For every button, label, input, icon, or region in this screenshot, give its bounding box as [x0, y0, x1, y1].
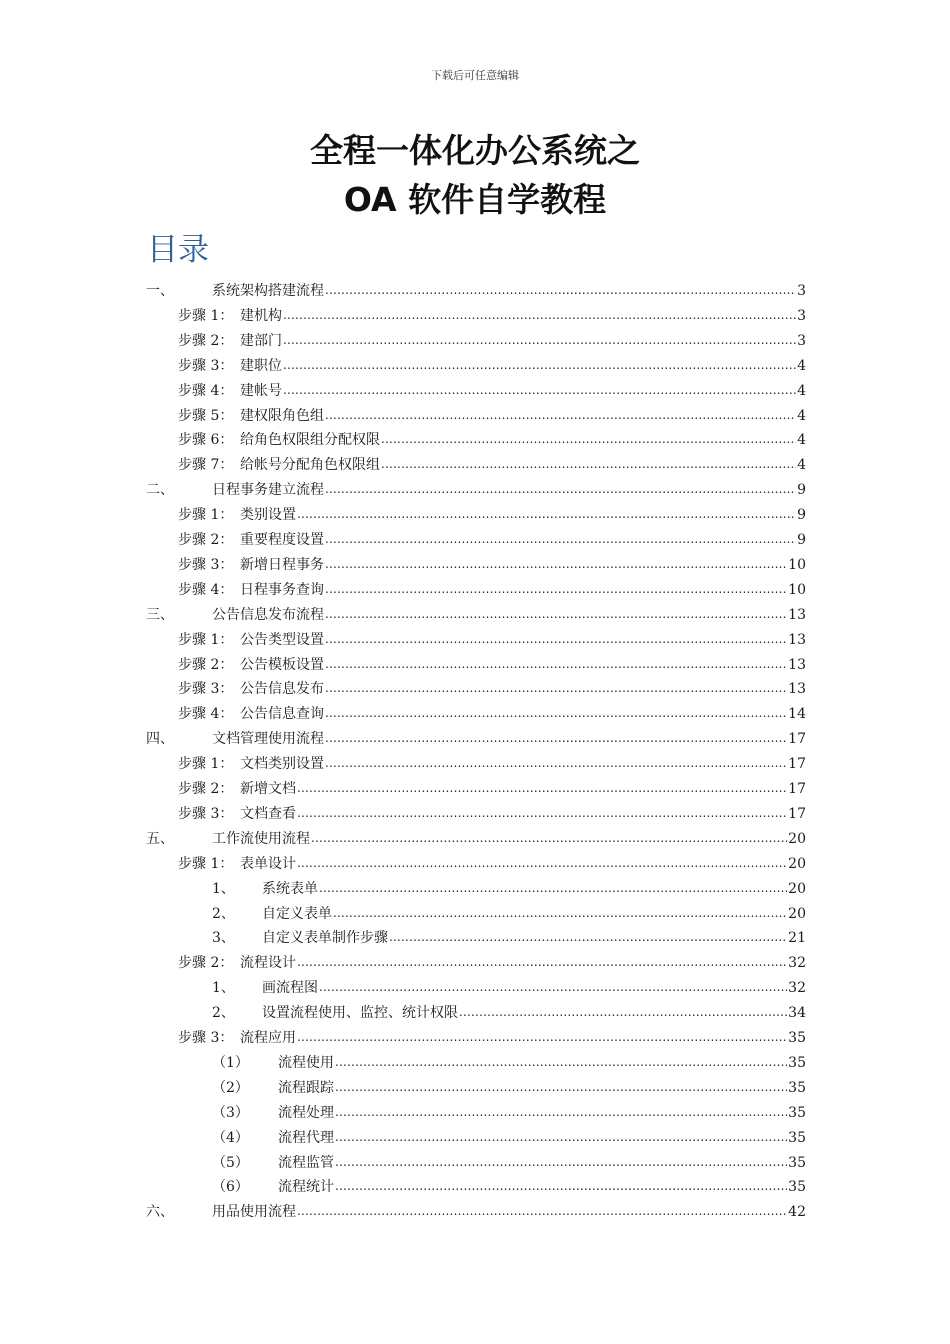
toc-dot-leader	[325, 680, 787, 698]
toc-entry[interactable]	[178, 300, 806, 325]
toc-entry-label: 用品使用流程	[212, 1204, 296, 1221]
toc-entry-number: 步骤 5：	[178, 407, 234, 424]
toc-entry-label: 建机构	[240, 307, 282, 324]
toc-dot-leader	[335, 1129, 787, 1147]
toc-entry-label: 建职位	[240, 357, 282, 374]
toc-entry[interactable]	[146, 474, 806, 499]
toc-entry-number: （3）	[212, 1104, 249, 1121]
toc-entry-page-number: 9	[797, 532, 806, 548]
toc-entry-label: 流程统计	[278, 1179, 334, 1196]
toc-dot-leader	[297, 855, 787, 873]
toc-dot-leader	[335, 1154, 787, 1172]
toc-entry-label: 新增文档	[240, 781, 296, 797]
toc-entry[interactable]	[146, 1196, 806, 1221]
toc-entry-number: （4）	[212, 1129, 249, 1146]
toc-entry-label: 类别设置	[240, 507, 296, 524]
toc-entry-page-number: 17	[788, 805, 806, 822]
toc-entry-label: 自定义表单	[262, 905, 332, 922]
toc-entry-number: （6）	[212, 1179, 249, 1196]
toc-entry-page-number: 4	[797, 382, 806, 399]
toc-entry-page-number: 13	[788, 656, 806, 673]
toc-dot-leader	[333, 905, 787, 923]
toc-entry-number: （2）	[212, 1079, 249, 1096]
toc-dot-leader	[325, 407, 796, 425]
toc-entry-page-number: 21	[788, 930, 806, 947]
toc-dot-leader	[325, 581, 787, 599]
toc-dot-leader	[297, 954, 787, 972]
toc-entry[interactable]	[212, 1147, 806, 1172]
toc-entry-page-number: 4	[797, 432, 806, 449]
toc-entry-page-number: 3	[797, 283, 806, 299]
toc-entry-label: 表单设计	[240, 855, 296, 872]
toc-entry-page-number: 10	[788, 556, 806, 573]
toc-entry[interactable]	[212, 972, 806, 997]
toc-entry-page-number: 3	[797, 307, 806, 324]
toc-entry-label: 流程监管	[278, 1154, 334, 1171]
document-title-line-2: OA 软件自学教程	[343, 180, 607, 219]
toc-dot-leader	[325, 606, 787, 624]
toc-entry[interactable]	[178, 698, 806, 723]
toc-entry[interactable]	[212, 922, 806, 947]
toc-entry[interactable]	[212, 1047, 806, 1072]
toc-entry-label: 系统表单	[262, 880, 318, 897]
toc-entry[interactable]	[178, 773, 806, 798]
toc-entry-number: 1、	[212, 880, 235, 897]
toc-entry[interactable]	[178, 499, 806, 524]
toc-entry-page-number: 4	[797, 357, 806, 374]
toc-entry-page-number: 20	[788, 880, 806, 897]
toc-entry-label: 工作流使用流程	[212, 830, 310, 847]
toc-entry-label: 建帐号	[240, 382, 282, 399]
toc-entry-page-number: 34	[788, 1005, 806, 1022]
toc-entry-label: 流程使用	[278, 1054, 334, 1071]
toc-entry[interactable]	[212, 898, 806, 923]
toc-entry-page-number: 4	[797, 457, 806, 474]
toc-entry-label: 公告类型设置	[240, 631, 324, 648]
toc-entry[interactable]	[178, 325, 806, 350]
toc-entry-number: 步骤 2：	[178, 781, 234, 797]
toc-dot-leader	[459, 1004, 787, 1022]
toc-entry-number: 步骤 1：	[178, 307, 234, 324]
toc-entry[interactable]	[178, 424, 806, 449]
toc-entry-page-number: 9	[797, 507, 806, 524]
toc-entry[interactable]	[178, 748, 806, 773]
toc-entry-number: 四、	[146, 731, 174, 748]
toc-entry-page-number: 20	[788, 830, 806, 847]
toc-entry[interactable]	[212, 1072, 806, 1097]
toc-entry-page-number: 35	[788, 1104, 806, 1121]
toc-dot-leader	[283, 357, 796, 375]
toc-dot-leader	[283, 382, 796, 400]
toc-entry-label: 公告信息发布	[240, 681, 324, 698]
toc-entry-page-number: 32	[788, 980, 806, 997]
toc-entry-page-number: 35	[788, 1054, 806, 1071]
toc-dot-leader	[325, 631, 787, 649]
toc-dot-leader	[335, 1054, 787, 1072]
toc-entry-page-number: 13	[788, 606, 806, 623]
toc-dot-leader	[297, 780, 787, 798]
toc-dot-leader	[297, 1203, 787, 1221]
toc-dot-leader	[325, 531, 796, 549]
toc-entry-number: 步骤 2：	[178, 532, 234, 548]
toc-entry-label: 新增日程事务	[240, 556, 324, 573]
toc-dot-leader	[297, 506, 796, 524]
toc-entry-number: 步骤 3：	[178, 556, 234, 573]
toc-entry-number: 步骤 3：	[178, 1030, 234, 1046]
toc-entry-page-number: 42	[788, 1204, 806, 1221]
toc-entry-number: 三、	[146, 606, 174, 623]
toc-entry-label: 日程事务建立流程	[212, 482, 324, 499]
toc-entry[interactable]	[178, 524, 806, 549]
toc-entry[interactable]	[146, 723, 806, 748]
toc-entry-number: 步骤 6：	[178, 432, 234, 449]
toc-entry[interactable]	[146, 599, 806, 624]
toc-heading: 目录	[147, 232, 209, 268]
toc-entry[interactable]	[178, 624, 806, 649]
toc-dot-leader	[311, 830, 787, 848]
page-header-note: 下载后可任意编辑	[431, 69, 519, 82]
toc-entry-number: 步骤 7：	[178, 457, 234, 474]
toc-entry-page-number: 13	[788, 631, 806, 648]
toc-entry-label: 重要程度设置	[240, 532, 324, 548]
toc-entry[interactable]	[212, 1171, 806, 1196]
toc-entry-label: 公告信息查询	[240, 706, 324, 723]
toc-entry-page-number: 17	[788, 781, 806, 797]
toc-entry[interactable]	[212, 1122, 806, 1147]
toc-entry-label: 文档查看	[240, 805, 296, 822]
toc-dot-leader	[297, 805, 787, 823]
toc-entry-number: 步骤 2：	[178, 332, 234, 349]
toc-entry-label: 给帐号分配角色权限组	[240, 457, 380, 474]
toc-dot-leader	[381, 431, 796, 449]
toc-entry-label: 流程代理	[278, 1129, 334, 1146]
toc-entry-label: 公告信息发布流程	[212, 606, 324, 623]
toc-entry-page-number: 17	[788, 731, 806, 748]
toc-entry-number: 步骤 3：	[178, 357, 234, 374]
toc-entry-page-number: 10	[788, 581, 806, 598]
toc-entry-page-number: 20	[788, 905, 806, 922]
toc-entry[interactable]	[178, 947, 806, 972]
toc-entry-page-number: 35	[788, 1154, 806, 1171]
toc-entry-number: 步骤 1：	[178, 756, 234, 773]
toc-entry-label: 流程跟踪	[278, 1079, 334, 1096]
toc-dot-leader	[325, 282, 796, 300]
toc-entry-label: 给角色权限组分配权限	[240, 432, 380, 449]
toc-entry-page-number: 35	[788, 1129, 806, 1146]
toc-entry[interactable]	[178, 549, 806, 574]
toc-entry-page-number: 35	[788, 1179, 806, 1196]
toc-dot-leader	[335, 1079, 787, 1097]
toc-entry[interactable]	[178, 848, 806, 873]
toc-entry[interactable]	[178, 350, 806, 375]
toc-entry-number: 步骤 2：	[178, 656, 234, 673]
toc-entry[interactable]	[178, 449, 806, 474]
toc-entry-number: 步骤 4：	[178, 382, 234, 399]
toc-entry-page-number: 32	[788, 955, 806, 972]
toc-entry-page-number: 35	[788, 1030, 806, 1046]
toc-dot-leader	[325, 730, 787, 748]
toc-entry-number: 步骤 1：	[178, 507, 234, 524]
toc-entry-number: 步骤 4：	[178, 581, 234, 598]
toc-dot-leader	[325, 481, 796, 499]
toc-entry-label: 建部门	[240, 332, 282, 349]
toc-entry[interactable]	[178, 649, 806, 674]
toc-entry-label: 公告模板设置	[240, 656, 324, 673]
toc-entry-label: 画流程图	[262, 980, 318, 997]
toc-entry-number: 2、	[212, 905, 235, 922]
toc-dot-leader	[297, 1029, 787, 1047]
toc-entry-number: 二、	[146, 482, 174, 499]
toc-entry-number: 3、	[212, 930, 235, 947]
toc-entry-number: 步骤 4：	[178, 706, 234, 723]
toc-entry[interactable]	[212, 1097, 806, 1122]
toc-dot-leader	[319, 979, 787, 997]
toc-dot-leader	[325, 656, 787, 674]
document-title-line-1: 全程一体化办公系统之	[310, 131, 640, 170]
toc-entry-number: （1）	[212, 1054, 249, 1071]
toc-dot-leader	[335, 1178, 787, 1196]
toc-entry[interactable]	[146, 823, 806, 848]
toc-entry-number: （5）	[212, 1154, 249, 1171]
toc-entry-label: 设置流程使用、监控、统计权限	[262, 1005, 458, 1022]
toc-entry[interactable]	[178, 574, 806, 599]
toc-dot-leader	[389, 929, 787, 947]
toc-entry[interactable]	[178, 798, 806, 823]
toc-entry-label: 流程处理	[278, 1104, 334, 1121]
toc-entry-page-number: 20	[788, 855, 806, 872]
toc-dot-leader	[325, 556, 787, 574]
toc-entry-number: 一、	[146, 283, 174, 299]
toc-dot-leader	[335, 1104, 787, 1122]
toc-entry-page-number: 3	[797, 332, 806, 349]
toc-entry-page-number: 14	[788, 706, 806, 723]
toc-entry-page-number: 17	[788, 756, 806, 773]
toc-entry-label: 日程事务查询	[240, 581, 324, 598]
toc-entry-label: 自定义表单制作步骤	[262, 930, 388, 947]
toc-entry-number: 五、	[146, 830, 174, 847]
toc-entry[interactable]	[212, 997, 806, 1022]
toc-entry-number: 六、	[146, 1204, 174, 1221]
toc-entry-number: 2、	[212, 1005, 235, 1022]
toc-entry-page-number: 35	[788, 1079, 806, 1096]
toc-dot-leader	[325, 755, 787, 773]
toc-entry-label: 文档管理使用流程	[212, 731, 324, 748]
toc-entry-number: 1、	[212, 980, 235, 997]
toc-dot-leader	[381, 456, 796, 474]
toc-entry-label: 建权限角色组	[240, 407, 324, 424]
toc-entry-label: 文档类别设置	[240, 756, 324, 773]
toc-dot-leader	[325, 705, 787, 723]
toc-entry-page-number: 4	[797, 407, 806, 424]
toc-entry-number: 步骤 1：	[178, 631, 234, 648]
toc-entry[interactable]	[178, 673, 806, 698]
toc-entry-label: 流程设计	[240, 955, 296, 972]
toc-entry-number: 步骤 3：	[178, 681, 234, 698]
toc-entry-page-number: 9	[797, 482, 806, 499]
toc-entry-label: 流程应用	[240, 1030, 296, 1046]
toc-entry[interactable]	[212, 873, 806, 898]
toc-entry-page-number: 13	[788, 681, 806, 698]
toc-dot-leader	[283, 307, 796, 325]
toc-dot-leader	[283, 332, 796, 350]
toc-entry-number: 步骤 1：	[178, 855, 234, 872]
toc-entry[interactable]	[146, 275, 806, 300]
toc-entry[interactable]	[178, 1022, 806, 1047]
toc-entry[interactable]	[178, 400, 806, 425]
toc-entry-label: 系统架构搭建流程	[212, 283, 324, 299]
toc-entry-number: 步骤 3：	[178, 805, 234, 822]
toc-dot-leader	[319, 880, 787, 898]
toc-entry[interactable]	[178, 375, 806, 400]
toc-entry-number: 步骤 2：	[178, 955, 234, 972]
